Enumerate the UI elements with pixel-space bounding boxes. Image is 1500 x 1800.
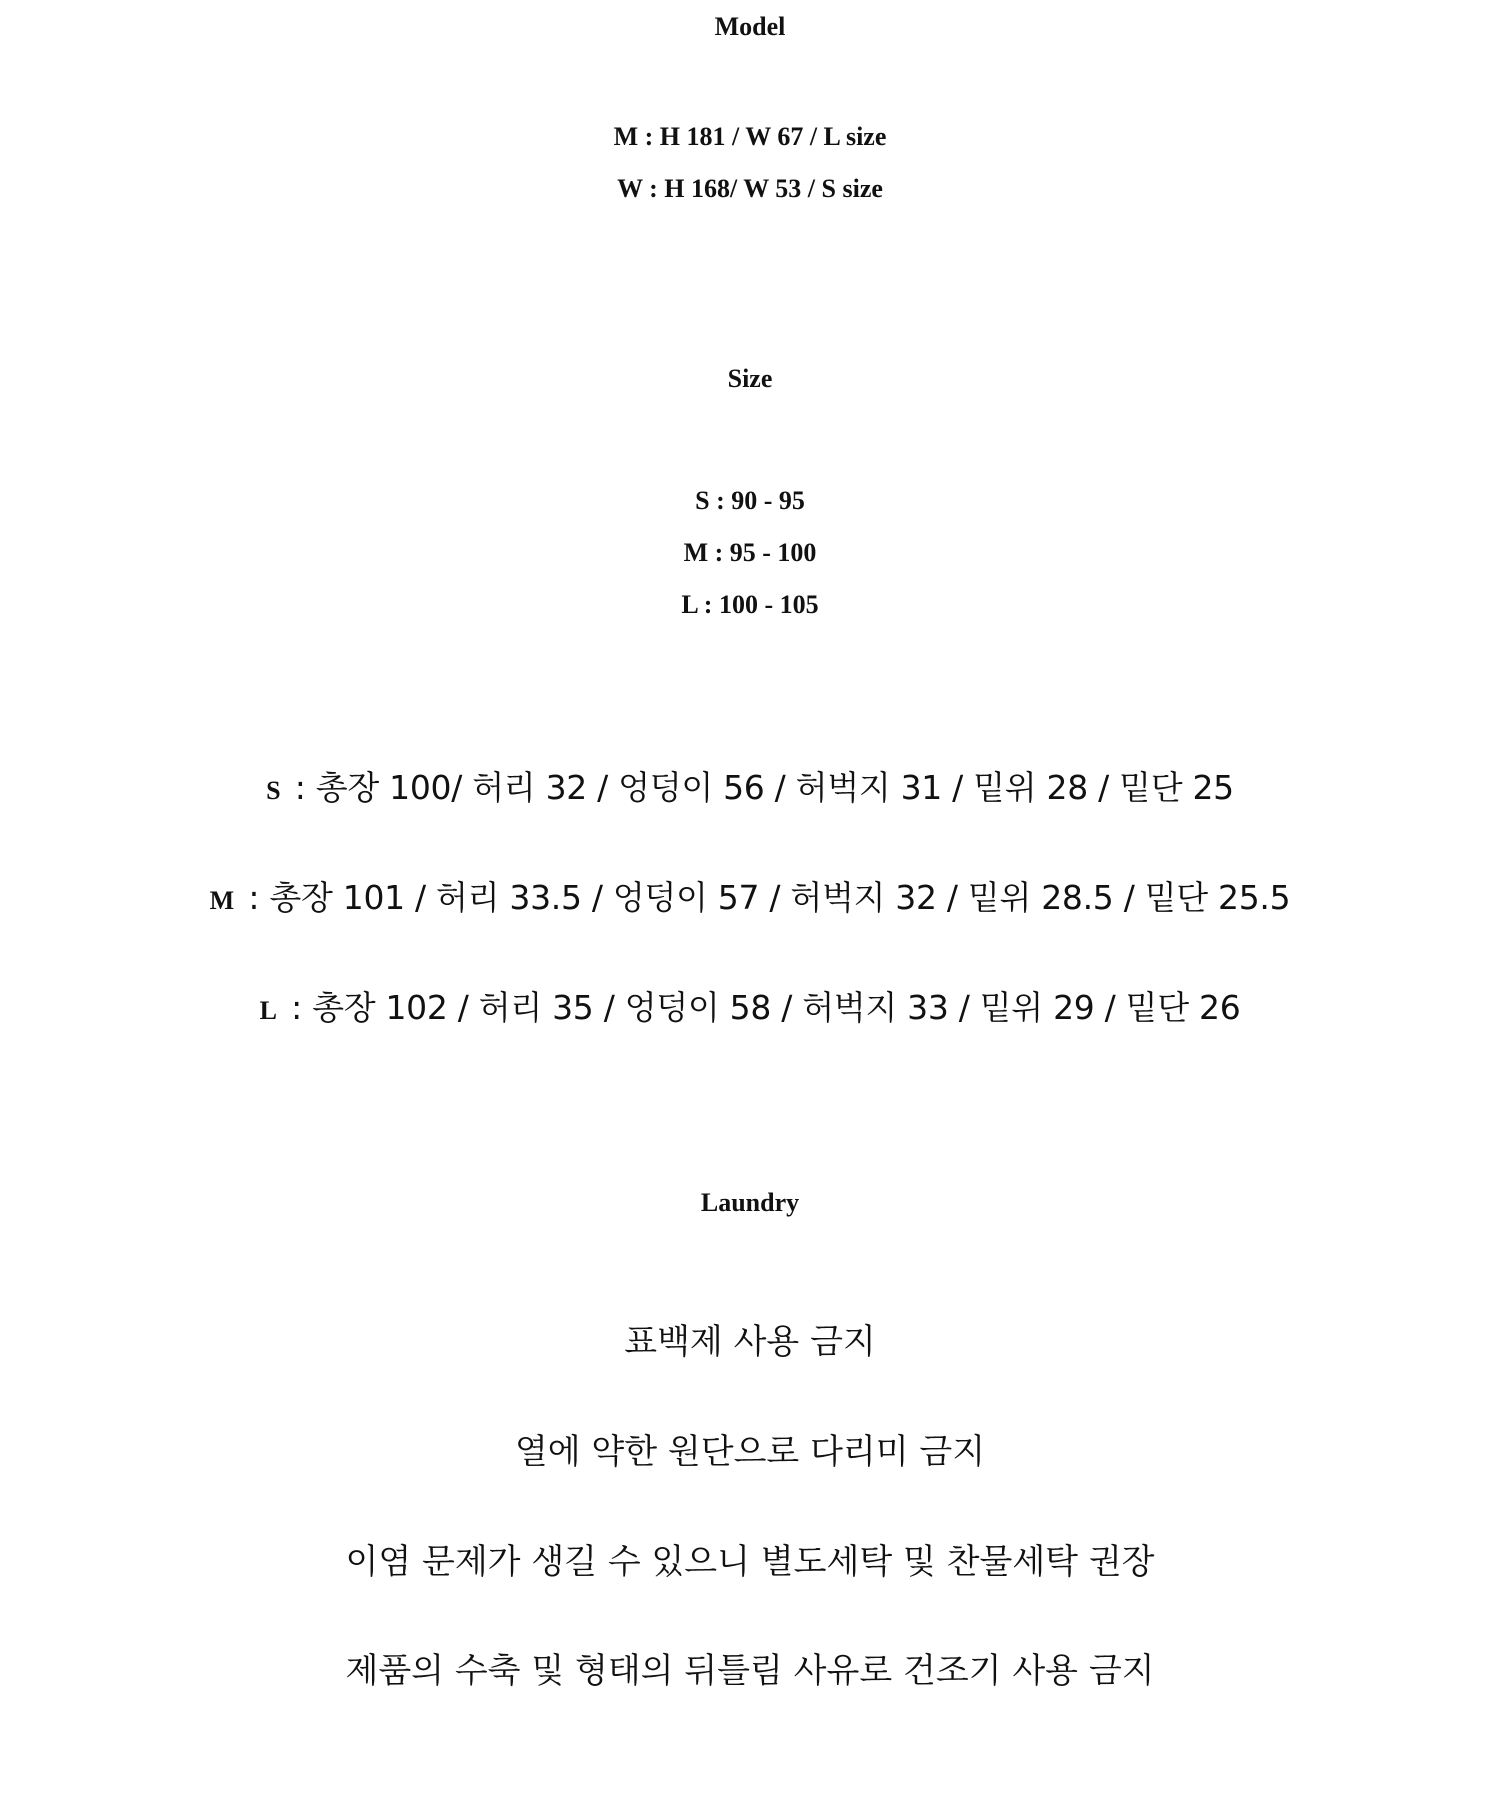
measurement-row-l (0, 982, 1500, 1029)
laundry-line-wash: 이염 문제가 생길 수 있으니 별도세탁 및 찬물세탁 권장 (345, 1542, 1155, 1582)
measurement-size-label: M (209, 886, 239, 915)
size-range-m: M : 95 - 100 (683, 538, 817, 567)
size-range-s: S : 90 - 95 (695, 486, 805, 515)
measurement-values: : 총장 102 / 허리 35 / 엉덩이 58 / 허벅지 33 / 밑위 29 / 밑단 26 (280, 988, 1241, 1027)
measurement-size-label: L (259, 996, 281, 1025)
laundry-line-iron: 열에 약한 원단으로 다리미 금지 (514, 1432, 986, 1472)
size-range-l: L : 100 - 105 (681, 590, 819, 619)
model-line-men: M : H 181 / W 67 / L size (613, 122, 887, 151)
measurement-row-m (0, 872, 1500, 919)
laundry-line-bleach: 표백제 사용 금지 (624, 1322, 876, 1362)
measurement-values: : 총장 100/ 허리 32 / 엉덩이 56 / 허벅지 31 / 밑위 28 / 밑단 25 (284, 768, 1234, 807)
laundry-heading: Laundry (700, 1188, 800, 1217)
measurement-values: : 총장 101 / 허리 33.5 / 엉덩이 57 / 허벅지 32 / 밑위 28.5 / 밑단 25.5 (238, 878, 1291, 917)
measurement-row-s (0, 762, 1500, 809)
laundry-line-dryer: 제품의 수축 및 형태의 뒤틀림 사유로 건조기 사용 금지 (345, 1651, 1155, 1691)
measurement-size-label: S (266, 776, 285, 805)
model-line-women: W : H 168/ W 53 / S size (617, 174, 883, 203)
model-heading: Model (714, 12, 786, 41)
size-heading: Size (727, 364, 773, 393)
